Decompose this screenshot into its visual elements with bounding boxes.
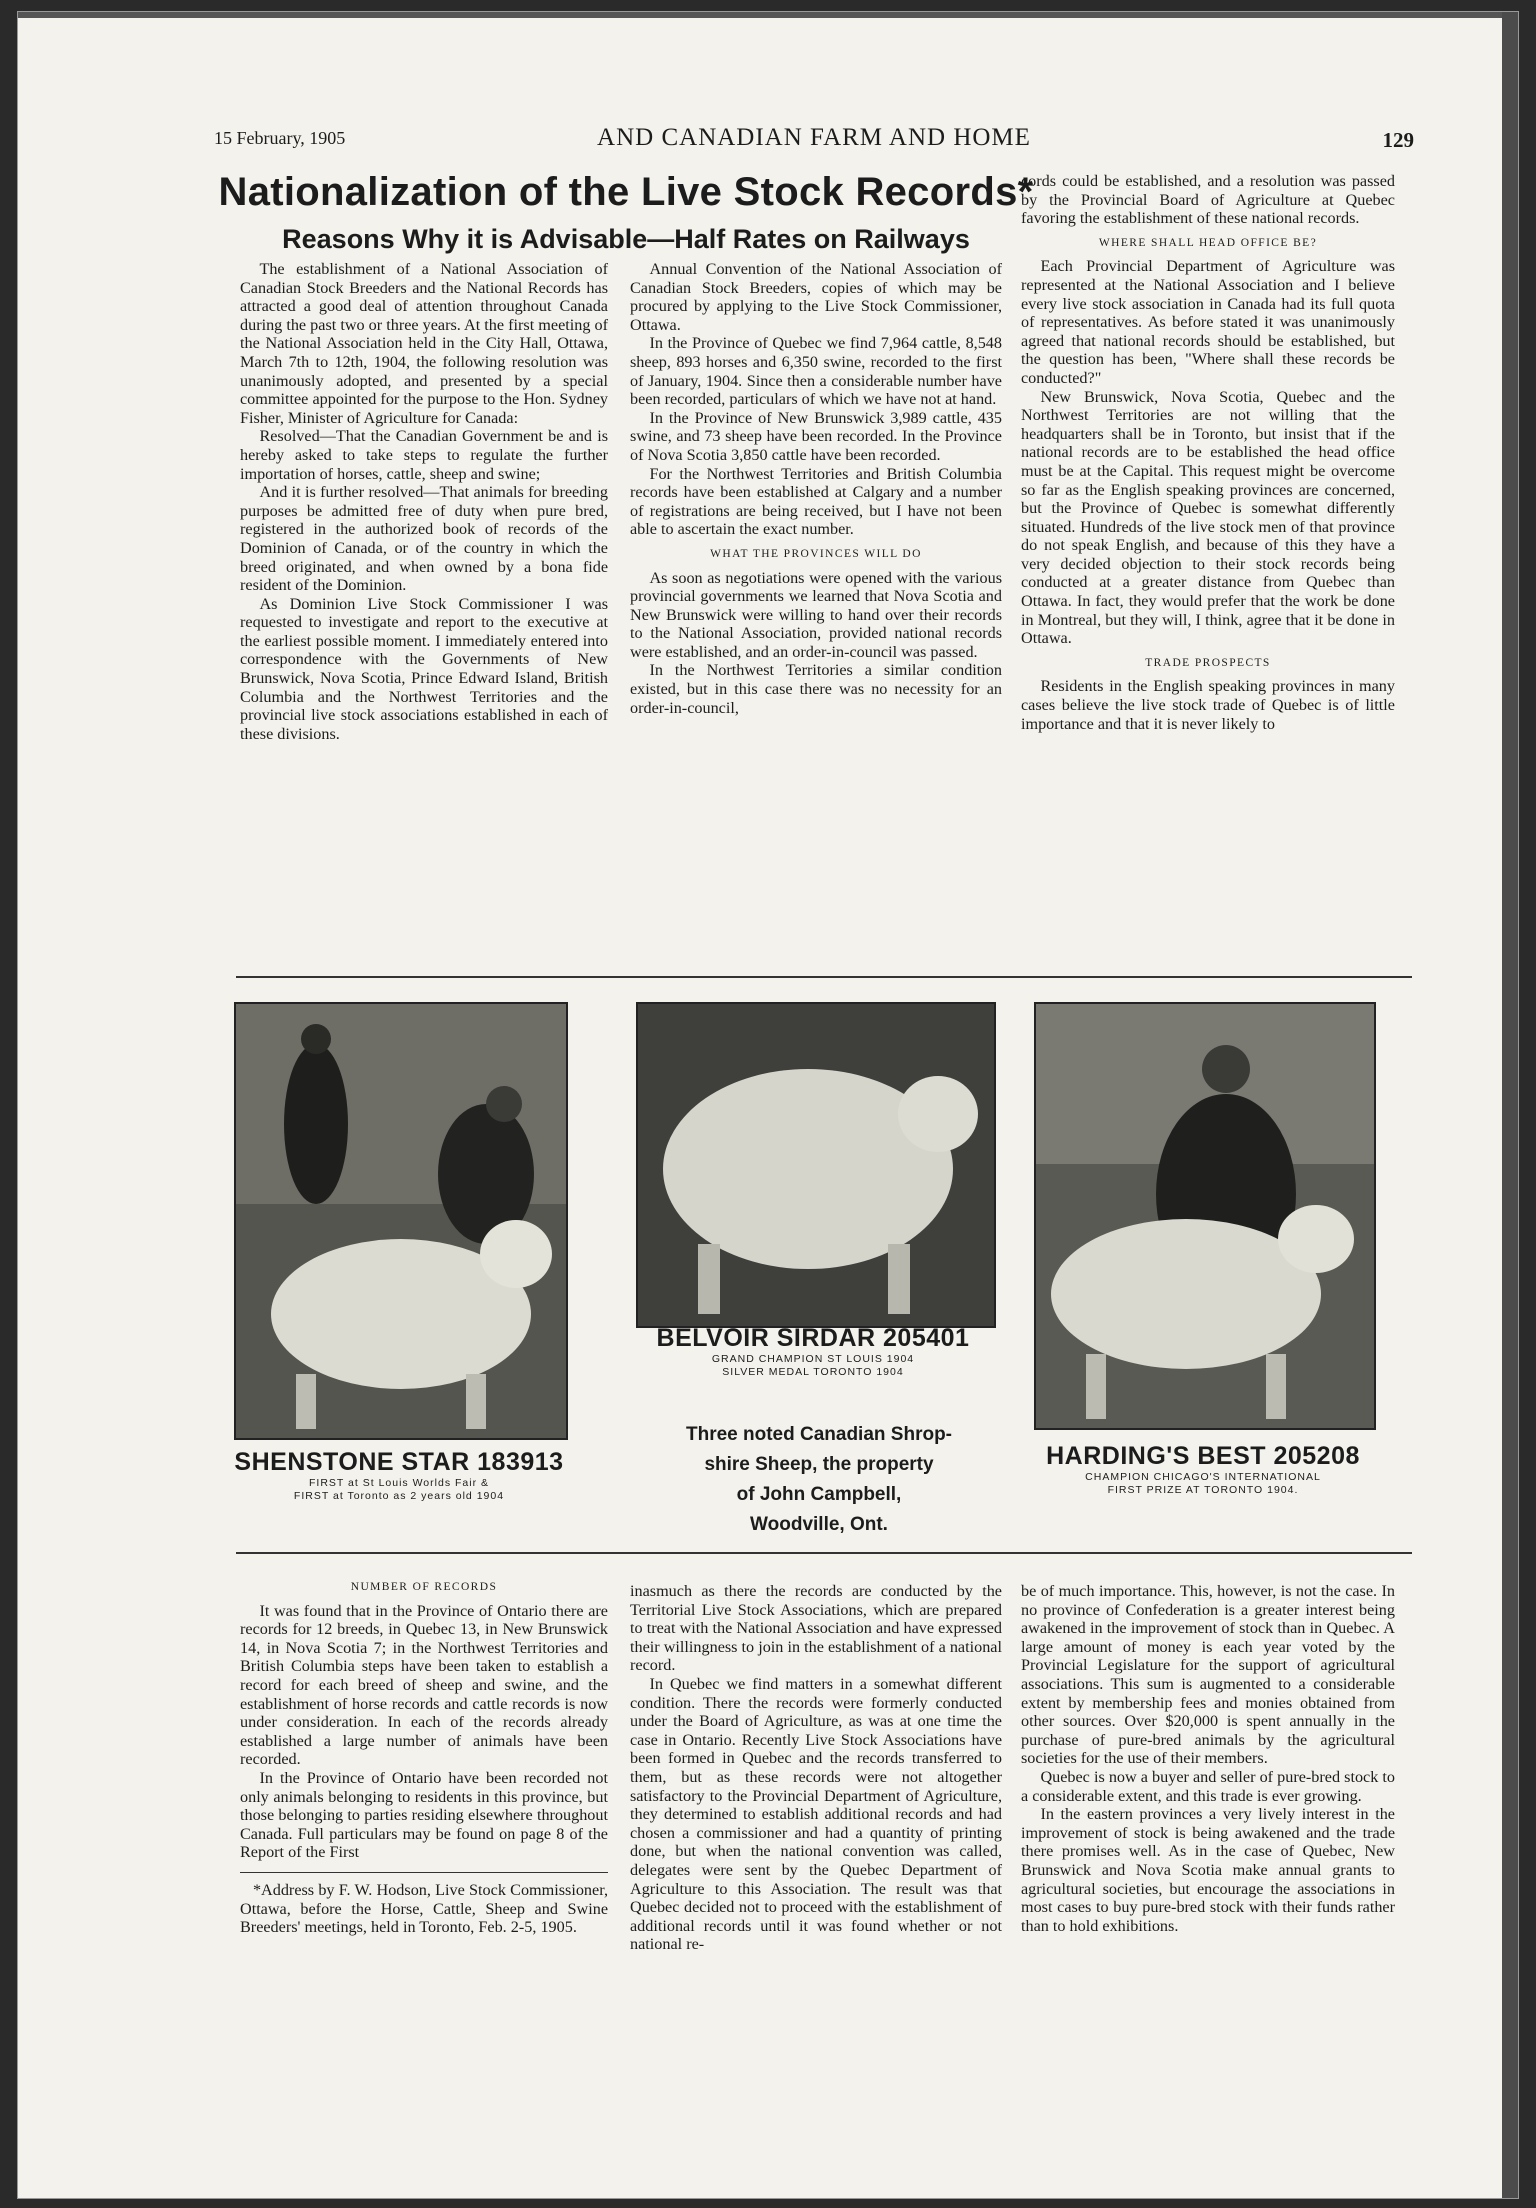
sheep-name: BELVOIR SIRDAR 205401 (656, 1324, 970, 1352)
paragraph: In the Northwest Territories a similar condition existed, but in this case there was no necessity for an order-in-council, (630, 661, 1002, 717)
photo-group-caption (624, 1420, 1014, 1540)
caption-line: of John Campbell, (736, 1484, 902, 1505)
paragraph: Each Provincial Department of Agriculture was represented at the National Association and I believe every live stock association in Canada had its full quota of representatives. As before stated it was unanimously agreed that national records should be established, but the question has been, "Where shall these records be conducted?" (1021, 257, 1395, 387)
top-column-1 (240, 260, 608, 743)
paragraph: Quebec is now a buyer and seller of pure-bred stock to a considerable extent, and this trade is ever growing. (1021, 1767, 1395, 1805)
paragraph: cords could be established, and a resolution was passed by the Provincial Board of Agriculture at Quebec favoring the establishment of these national records. (1021, 172, 1395, 228)
footnote (240, 1872, 608, 1937)
paragraph: As Dominion Live Stock Commissioner I was requested to investigate and report to the executive at the earliest possible moment. I immediately entered into correspondence with the Governments of New Brunswick, Nova Scotia, Prince Edward Island, British Columbia and the Northwest Territories and the provincial live stock associations established in each of these divisions. (240, 594, 608, 743)
paragraph: inasmuch as there the records are conducted by the Territorial Live Stock Associations, which are prepared to treat with the National Association and have expressed their willingness to join in the establishment of a national record. (630, 1582, 1002, 1675)
article-title: Nationalization of the Live Stock Records* (218, 170, 1034, 214)
section-heading: NUMBER OF RECORDS (350, 1581, 498, 1593)
award-line: FIRST at Toronto as 2 years old 1904 (293, 1490, 505, 1502)
paragraph: In the Province of Quebec we find 7,964 cattle, 8,548 sheep, 893 horses and 6,350 swine, recorded to the first of January, 1904. Since then a considerable number have been recorded, particulars of which we have not at hand. (630, 334, 1002, 409)
paragraph: be of much importance. This, however, is not the case. In no province of Confederation is a greater interest being awakened in the improvement of stock than in Quebec. A large amount of money is each year voted by the Provincial Legislature for the support of agricultural associations. This sum is augmented to a considerable extent by membership fees and monies obtained from other sources. Over $20,000 is spent annually in the purchase of pure-bred animals by the agricultural societies for the use of their members. (1021, 1582, 1395, 1768)
article-subtitle: Reasons Why it is Advisable—Half Rates on Railways (282, 224, 970, 254)
sheep-photo (636, 1002, 996, 1328)
footnote-text: *Address by F. W. Hodson, Live Stock Commissioner, Ottawa, before the Horse, Cattle, Sheep and Swine Breeders' meetings, held in Toronto, Feb. 2-5, 1905. (240, 1880, 608, 1937)
paragraph: The establishment of a National Association of Canadian Stock Breeders and the National Records has attracted a good deal of attention throughout Canada during the past two or three years. At the first meeting of the National Association held in the City Hall, Ottawa, March 7th to 12th, 1904, the following resolution was unanimously adopted, and presented by a special committee appointed for the purpose to the Hon. Sydney Fisher, Minister of Agriculture for Canada: (240, 260, 608, 427)
page-number: 129 (1382, 128, 1414, 152)
award-line: SILVER MEDAL TORONTO 1904 (722, 1366, 904, 1378)
paragraph: In the eastern provinces a very lively interest in the improvement of stock is being awakened and the trade there promises well. As in the case of Quebec, New Brunswick and Nova Scotia make annual grants to agricultural societies, but encourage the associations in most cases to buy pure-bred stock with their funds rather than to hold exhibitions. (1021, 1805, 1395, 1935)
page-top-edge (18, 12, 1518, 18)
award-line: CHAMPION CHICAGO'S INTERNATIONAL (1085, 1471, 1321, 1483)
bottom-column-3 (1021, 1582, 1395, 1935)
sheep-name: SHENSTONE STAR 183913 (234, 1448, 564, 1476)
caption-line: shire Sheep, the property (704, 1454, 934, 1475)
paragraph: In Quebec we find matters in a somewhat different condition. There the records were formerly conducted under the Board of Agriculture, as was at one time the case in Ontario. Recently Live Stock Associations have been formed in Quebec and the records transferred to them, but as these records were not altogether satisfactory to the Provincial Department of Agriculture, they determined to establish additional records and had chosen a commissioner and had a quantity of printing done, but when the national convention was called, delegates were sent by the Quebec Department of Agriculture to this Association. The result was that Quebec decided not to proceed with the establishment of additional records until it was found whether or not national re- (630, 1674, 1002, 1954)
paragraph: New Brunswick, Nova Scotia, Quebec and the Northwest Territories are not willing that the headquarters shall be in Toronto, but insist that if the national records are to be established the head office must be at the Capital. This request might be overcome so far as the English speaking provinces are concerned, but the Province of Quebec is somewhat differently situated. Hundreds of the live stock men of that province do not speak English, and because of this they have a very decided objection to their stock records being conducted at a greater distance from Quebec than Ottawa. In fact, they would prefer that the work be done in Montreal, but they will, I think, agree that it be done in Ottawa. (1021, 387, 1395, 648)
section-heading: WHERE SHALL HEAD OFFICE BE? (1098, 236, 1318, 249)
bottom-column-2 (630, 1582, 1002, 1954)
award-line: FIRST PRIZE AT TORONTO 1904. (1107, 1484, 1299, 1496)
paragraph: In the Province of New Brunswick 3,989 cattle, 435 swine, and 73 sheep have been recorded. In the Province of Nova Scotia 3,850 cattle have been recorded. (630, 408, 1002, 464)
photo-caption-2 (628, 1324, 998, 1379)
paragraph: Residents in the English speaking provinces in many cases believe the live stock trade of Quebec is of little importance and that it is never likely to (1021, 677, 1395, 733)
section-rule (236, 1552, 1412, 1554)
award-line: GRAND CHAMPION ST LOUIS 1904 (711, 1353, 915, 1365)
section-rule (236, 976, 1412, 978)
paragraph: It was found that in the Province of Ontario there are records for 12 breeds, in Quebec 13, in New Brunswick 14, in Nova Scotia 7; in the Northwest Territories and British Columbia steps have been taken to establish a record for each breed of sheep and swine, and the establishment of horse records and cattle records is now under consideration. In each of the records already established a large number of animals have been recorded. (240, 1601, 608, 1769)
section-heading: TRADE PROSPECTS (1145, 656, 1271, 669)
publication-title: AND CANADIAN FARM AND HOME (597, 124, 1031, 151)
magazine-page (18, 12, 1518, 2198)
photo-caption-3 (1028, 1442, 1378, 1497)
running-header (214, 122, 1414, 162)
page-right-edge (1502, 12, 1518, 2198)
section-heading: WHAT THE PROVINCES WILL DO (710, 547, 922, 560)
caption-line: Woodville, Ont. (750, 1514, 888, 1535)
paragraph: Resolved—That the Canadian Government be and is hereby asked to take steps to regulate the further importation of horses, cattle, sheep and swine; (240, 427, 608, 483)
award-line: FIRST at St Louis Worlds Fair & (309, 1477, 489, 1489)
paragraph: For the Northwest Territories and British Columbia records have been established at Calgary and a number of registrations are being received, but I have not been able to ascertain the exact number. (630, 464, 1002, 539)
paragraph: And it is further resolved—That animals for breeding purposes be admitted free of duty when pure bred, registered in the authorized book of records of the Dominion of Canada, or of the country in which the breed originated, and when owned by a bona fide resident of the Dominion. (240, 483, 608, 595)
paragraph: In the Province of Ontario have been recorded not only animals belonging to residents in this province, but those belonging to parties residing elsewhere throughout Canada. Full particulars may be found on page 8 of the Report of the First (240, 1768, 608, 1862)
sheep-with-handlers-photo (234, 1002, 568, 1440)
caption-line: Three noted Canadian Shrop- (685, 1424, 953, 1445)
top-column-2 (630, 260, 1002, 717)
paragraph: Annual Convention of the National Association of Canadian Stock Breeders, copies of which may be procured by applying to the Live Stock Commissioner, Ottawa. (630, 260, 1002, 334)
photo-caption-1 (224, 1448, 574, 1503)
sheep-with-handler-photo (1034, 1002, 1376, 1430)
top-column-3 (1021, 172, 1395, 733)
bottom-column-1 (240, 1572, 608, 1937)
issue-date: 15 February, 1905 (214, 128, 346, 148)
sheep-name: HARDING'S BEST 205208 (1046, 1442, 1360, 1470)
paragraph: As soon as negotiations were opened with the various provincial governments we learned that Nova Scotia and New Brunswick were willing to hand over their records to the National Association, provided national records were established, and an order-in-council was passed. (630, 568, 1002, 661)
